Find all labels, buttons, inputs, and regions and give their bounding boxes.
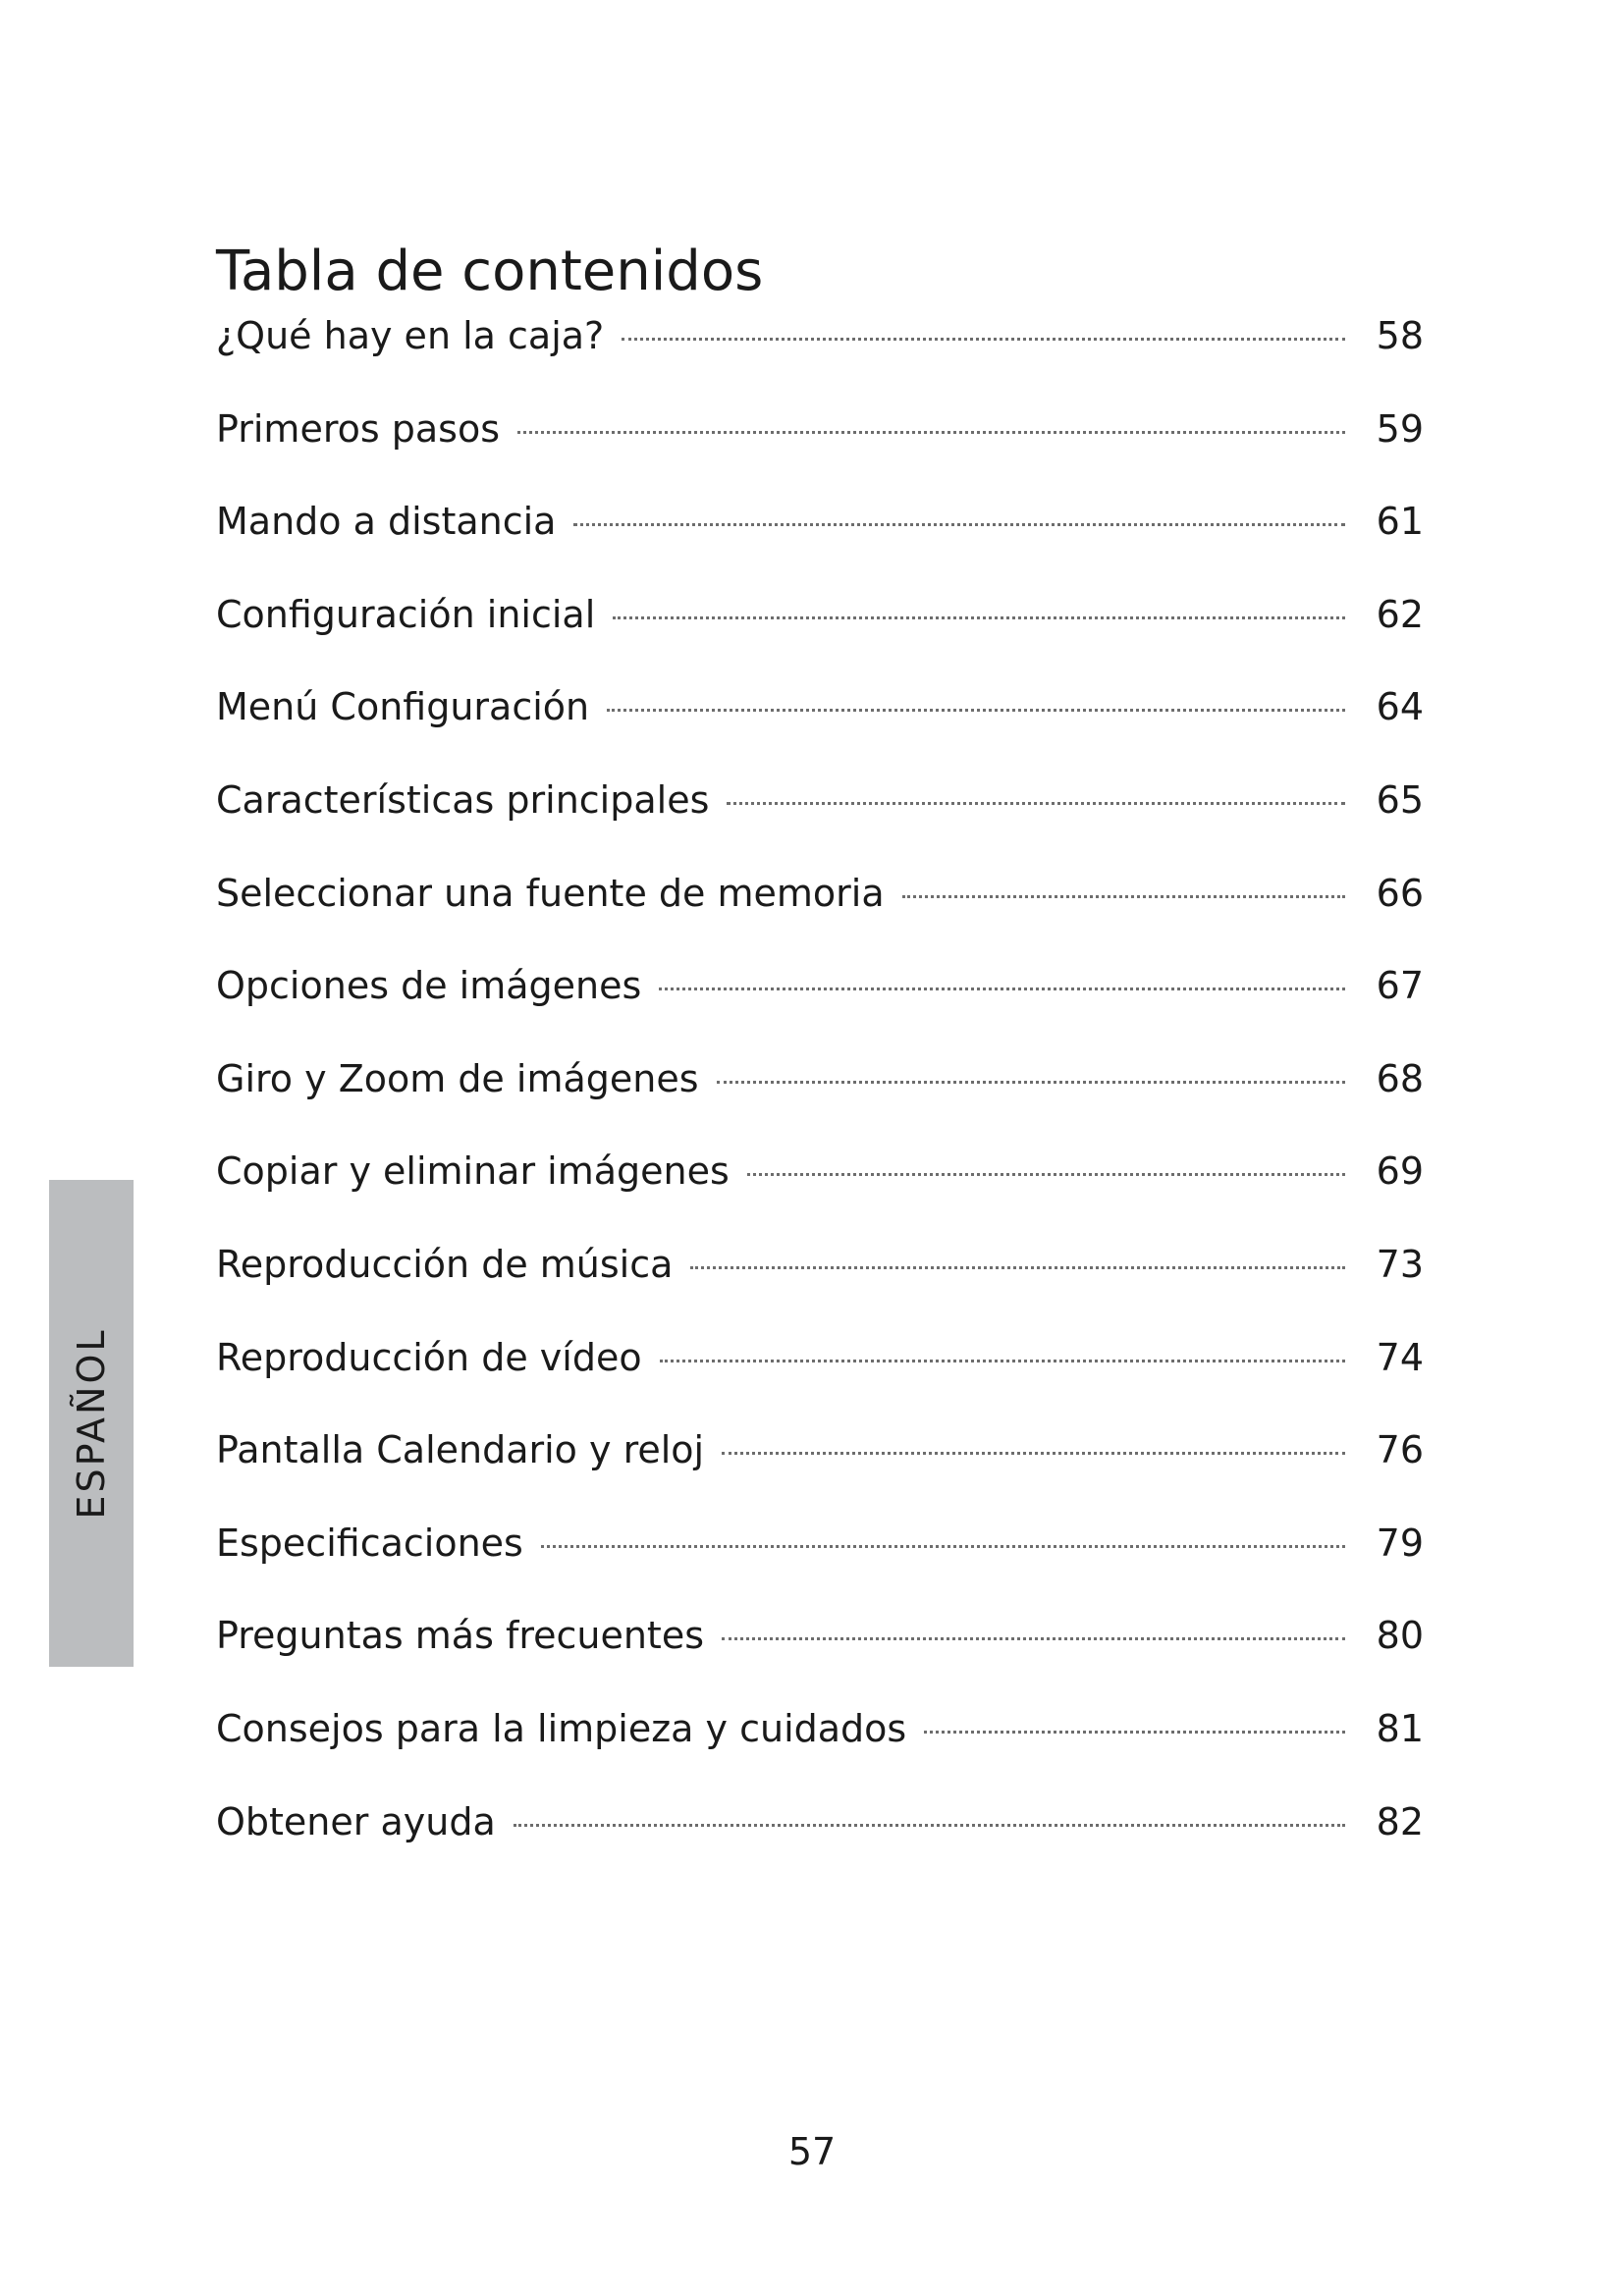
toc-entry-page: 82: [1376, 1799, 1424, 1843]
toc-dot-leader: [573, 523, 1345, 526]
page-title: Tabla de contenidos: [216, 239, 764, 303]
toc-entry-label: Reproducción de música: [216, 1242, 674, 1286]
toc-entry-label: Preguntas más frecuentes: [216, 1614, 705, 1658]
toc-entry-page: 74: [1376, 1335, 1424, 1379]
toc-entry-label: Consejos para la limpieza y cuidados: [216, 1706, 907, 1750]
toc-entry-page: 79: [1376, 1521, 1424, 1565]
table-of-contents: [216, 306, 1424, 1885]
toc-entry-label: Obtener ayuda: [216, 1799, 496, 1843]
language-tab: [49, 1180, 134, 1667]
toc-dot-leader: [747, 1173, 1345, 1176]
toc-entry[interactable]: [216, 1142, 1424, 1235]
toc-dot-leader: [541, 1545, 1345, 1548]
toc-entry[interactable]: [216, 956, 1424, 1049]
toc-dot-leader: [517, 431, 1345, 434]
toc-entry-label: Copiar y eliminar imágenes: [216, 1149, 730, 1194]
toc-dot-leader: [660, 1360, 1345, 1362]
toc-dot-leader: [690, 1266, 1345, 1269]
toc-entry-page: 81: [1376, 1706, 1424, 1750]
toc-dot-leader: [717, 1081, 1345, 1084]
toc-entry[interactable]: [216, 306, 1424, 400]
toc-entry-label: Giro y Zoom de imágenes: [216, 1056, 699, 1100]
toc-entry[interactable]: [216, 585, 1424, 678]
toc-entry-page: 62: [1376, 592, 1424, 636]
toc-entry-page: 59: [1376, 406, 1424, 451]
toc-entry-page: 58: [1376, 314, 1424, 357]
toc-entry-label: Menú Configuración: [216, 685, 590, 729]
language-tab-label: ESPAÑOL: [70, 1327, 113, 1520]
toc-entry-label: Configuración inicial: [216, 592, 596, 636]
toc-entry[interactable]: [216, 1792, 1424, 1886]
toc-entry-page: 67: [1376, 964, 1424, 1008]
toc-entry[interactable]: [216, 1049, 1424, 1143]
toc-entry[interactable]: [216, 1420, 1424, 1514]
toc-entry[interactable]: [216, 1328, 1424, 1421]
toc-entry[interactable]: [216, 492, 1424, 585]
toc-entry-page: 61: [1376, 500, 1424, 544]
toc-entry[interactable]: [216, 1699, 1424, 1792]
toc-entry-label: Mando a distancia: [216, 500, 557, 544]
toc-dot-leader: [613, 616, 1345, 619]
toc-entry-page: 76: [1376, 1428, 1424, 1472]
toc-dot-leader: [514, 1824, 1345, 1827]
toc-dot-leader: [722, 1452, 1345, 1455]
toc-entry[interactable]: [216, 677, 1424, 771]
toc-entry[interactable]: [216, 400, 1424, 493]
toc-entry-label: Características principales: [216, 777, 710, 822]
toc-entry-label: Pantalla Calendario y reloj: [216, 1428, 705, 1472]
toc-entry-page: 69: [1376, 1149, 1424, 1194]
toc-entry-label: Opciones de imágenes: [216, 964, 642, 1008]
toc-dot-leader: [722, 1637, 1345, 1640]
toc-entry-label: ¿Qué hay en la caja?: [216, 314, 605, 357]
toc-entry[interactable]: [216, 1514, 1424, 1607]
toc-dot-leader: [727, 802, 1345, 805]
toc-entry-page: 68: [1376, 1056, 1424, 1100]
toc-dot-leader: [622, 338, 1345, 341]
toc-dot-leader: [607, 709, 1345, 712]
toc-dot-leader: [902, 895, 1345, 898]
toc-entry-label: Especificaciones: [216, 1521, 523, 1565]
toc-entry-label: Seleccionar una fuente de memoria: [216, 871, 885, 915]
toc-entry[interactable]: [216, 864, 1424, 957]
toc-entry-page: 80: [1376, 1614, 1424, 1658]
toc-entry-page: 66: [1376, 871, 1424, 915]
toc-entry[interactable]: [216, 1235, 1424, 1328]
toc-entry-label: Primeros pasos: [216, 406, 500, 451]
toc-dot-leader: [924, 1731, 1345, 1734]
toc-entry-page: 73: [1376, 1242, 1424, 1286]
toc-entry[interactable]: [216, 771, 1424, 864]
toc-entry-page: 65: [1376, 777, 1424, 822]
toc-entry-page: 64: [1376, 685, 1424, 729]
page-number: 57: [787, 2130, 837, 2173]
toc-entry[interactable]: [216, 1606, 1424, 1699]
toc-dot-leader: [659, 988, 1345, 990]
toc-entry-label: Reproducción de vídeo: [216, 1335, 642, 1379]
